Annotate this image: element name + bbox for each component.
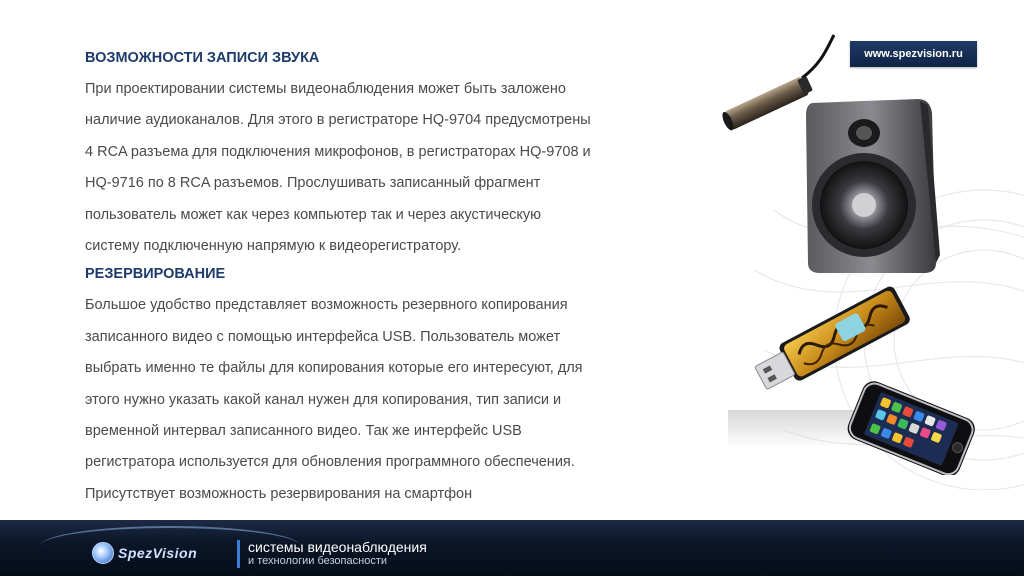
paragraph-line: временной интервал записанного видео. Так же интерфейс USB xyxy=(85,423,522,440)
spezvision-logo[interactable] xyxy=(92,542,197,564)
logo-text: SpezVision xyxy=(118,545,198,561)
paragraph-line: выбрать именно те файлы для копирования которые его интересуют, для xyxy=(85,360,583,377)
paragraph-line: регистратора используется для обновления программного обеспечения. xyxy=(85,454,575,471)
paragraph-line: этого нужно указать какой канал нужен для копирования, тип записи и xyxy=(85,391,562,408)
paragraph-line: При проектировании системы видеонаблюдения может быть заложено xyxy=(85,81,566,97)
paragraph-line: 4 RCA разъема для подключения микрофонов, в регистраторах HQ-9708 и xyxy=(85,143,591,160)
main-content xyxy=(85,47,695,511)
smartphone-image xyxy=(840,380,985,475)
logo-eye-icon xyxy=(92,542,114,564)
paragraph-line: наличие аудиоканалов. Для этого в регистраторе HQ-9704 предусмотрены xyxy=(85,112,591,129)
paragraph-line: записанного видео с помощью интерфейса USB. Пользователь может xyxy=(85,328,561,345)
paragraph-line: Большое удобство представляет возможность резервного копирования xyxy=(85,297,568,314)
paragraph-line-smartphone: Присутствует возможность резервирования на смартфон xyxy=(85,485,473,502)
paragraph-line: систему подключенную напрямую к видеорегистратору. xyxy=(85,238,462,255)
section-title-backup: РЕЗЕРВИРОВАНИЕ xyxy=(85,266,226,283)
website-url-badge[interactable]: www.spezvision.ru xyxy=(850,41,977,67)
footer-tagline-secondary: и технологии безопасности xyxy=(248,555,387,567)
paragraph-line: пользователь может как через компьютер так и через акустическую xyxy=(85,206,542,223)
footer-tagline-primary: системы видеонаблюдения xyxy=(248,539,427,555)
paragraph-line: HQ-9716 по 8 RCA разъемов. Прослушивать записанный фрагмент xyxy=(85,175,541,192)
footer-divider xyxy=(237,540,240,568)
speaker-image xyxy=(800,95,940,275)
section-title-audio: ВОЗМОЖНОСТИ ЗАПИСИ ЗВУКА xyxy=(85,50,320,66)
